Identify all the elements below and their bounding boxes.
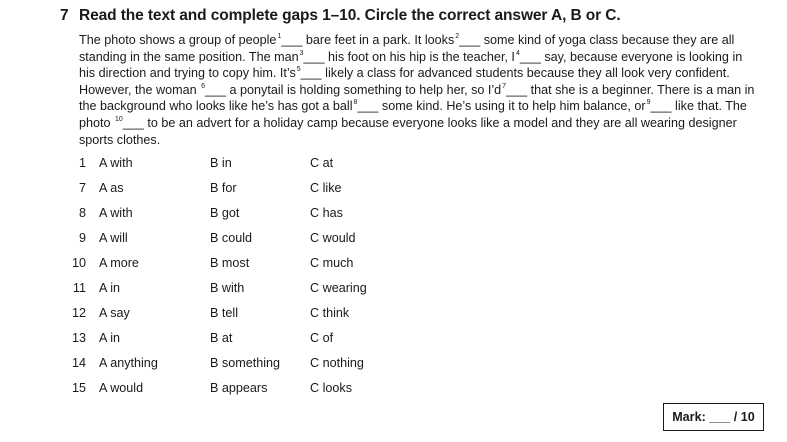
option-b[interactable]: B tell	[210, 306, 238, 320]
gap-blank[interactable]: ___	[303, 49, 325, 64]
question-number: 13	[71, 331, 86, 345]
passage-text: some kind. He’s using it to help him balance, or	[378, 99, 646, 114]
gap-number: 6	[201, 82, 206, 90]
gap-number: 3	[299, 49, 304, 57]
option-a[interactable]: A as	[99, 181, 124, 195]
passage-line	[79, 49, 779, 66]
option-b[interactable]: B could	[210, 231, 253, 245]
gap-number: 8	[353, 99, 358, 107]
gap-number: 1	[277, 33, 282, 40]
reading-passage	[79, 32, 779, 148]
option-b[interactable]: B appears	[210, 381, 268, 395]
option-c[interactable]: C at	[310, 156, 334, 170]
option-c[interactable]: C think	[310, 306, 350, 320]
gap-blank[interactable]: ___	[459, 33, 481, 47]
option-a[interactable]: A would	[99, 381, 144, 395]
passage-text: sports clothes.	[79, 132, 161, 147]
gap-blank[interactable]: ___	[357, 99, 379, 114]
option-b[interactable]: B in	[210, 156, 232, 170]
question-number: 1	[78, 156, 86, 170]
option-c[interactable]: C wearing	[310, 281, 367, 295]
passage-text: the background who looks like he’s has got a ball	[79, 99, 353, 114]
gap-blank[interactable]: ___	[205, 82, 227, 97]
passage-text: that she is a beginner. There is a man in	[527, 82, 755, 97]
option-b[interactable]: B at	[210, 331, 233, 345]
gap-blank[interactable]: ___	[519, 49, 541, 64]
option-a[interactable]: A more	[99, 256, 139, 270]
passage-text: a ponytail is holding something to help her, so I’d	[226, 82, 502, 97]
option-b[interactable]: B got	[210, 206, 240, 220]
option-a[interactable]: A with	[99, 206, 133, 220]
option-b[interactable]: B for	[210, 181, 237, 195]
gap-number: 5	[296, 66, 301, 74]
passage-line	[79, 98, 779, 115]
passage-text: likely a class for advanced students because they all look very confident.	[321, 66, 730, 81]
exercise-number: 7	[60, 7, 69, 24]
mark-label: Mark: ___ / 10	[672, 410, 755, 424]
passage-line	[79, 32, 779, 49]
question-number: 9	[78, 231, 86, 245]
passage-text: his foot on his hip is the teacher, I	[324, 49, 515, 64]
question-number: 15	[71, 381, 86, 395]
option-a[interactable]: A say	[99, 306, 130, 320]
gap-blank[interactable]: ___	[506, 82, 528, 97]
passage-line	[79, 82, 779, 99]
option-a[interactable]: A anything	[99, 356, 158, 370]
question-number: 7	[78, 181, 86, 195]
exercise-instruction: Read the text and complete gaps 1–10. Circle the correct answer A, B or C.	[79, 7, 621, 24]
passage-text: However, the woman	[79, 82, 201, 97]
option-c[interactable]: C nothing	[310, 356, 364, 370]
question-number: 14	[71, 356, 86, 370]
passage-text: The photo shows a group of people	[79, 33, 277, 47]
gap-number: 4	[515, 49, 520, 57]
passage-text: bare feet in a park. It looks	[302, 33, 455, 47]
option-c[interactable]: C looks	[310, 381, 352, 395]
passage-line	[79, 115, 779, 132]
question-number: 12	[71, 306, 86, 320]
option-b[interactable]: B with	[210, 281, 245, 295]
mark-box	[663, 403, 764, 431]
question-number: 10	[71, 256, 86, 270]
passage-line	[79, 65, 779, 82]
option-b[interactable]: B something	[210, 356, 281, 370]
passage-text: to be an advert for a holiday camp because everyone looks like a model and they are all wearing designer	[143, 115, 737, 130]
option-a[interactable]: A with	[99, 156, 133, 170]
option-c[interactable]: C of	[310, 331, 334, 345]
option-c[interactable]: C has	[310, 206, 343, 220]
gap-blank[interactable]: ___	[300, 66, 322, 81]
passage-text: some kind of yoga class because they are all	[480, 33, 735, 47]
passage-text: photo	[79, 115, 115, 130]
question-number: 11	[72, 281, 86, 295]
option-a[interactable]: A in	[99, 331, 121, 345]
option-a[interactable]: A will	[99, 231, 128, 245]
passage-text: say, because everyone is looking in	[540, 49, 743, 64]
option-b[interactable]: B most	[210, 256, 250, 270]
passage-text: like that. The	[671, 99, 747, 114]
question-number: 8	[78, 206, 86, 220]
passage-text: his direction and trying to copy him. It’s	[79, 66, 296, 81]
passage-line	[79, 132, 779, 149]
option-c[interactable]: C would	[310, 231, 356, 245]
passage-text: standing in the same position. The man	[79, 49, 299, 64]
gap-number: 2	[455, 33, 460, 40]
gap-blank[interactable]: ___	[281, 33, 303, 47]
option-c[interactable]: C much	[310, 256, 354, 270]
gap-blank[interactable]: ___	[122, 115, 144, 130]
gap-blank[interactable]: ___	[650, 99, 672, 114]
gap-number: 7	[502, 82, 507, 90]
gap-number: 10	[115, 115, 123, 123]
gap-number: 9	[646, 99, 651, 107]
option-c[interactable]: C like	[310, 181, 342, 195]
option-a[interactable]: A in	[99, 281, 121, 295]
exercise-heading	[60, 7, 621, 25]
